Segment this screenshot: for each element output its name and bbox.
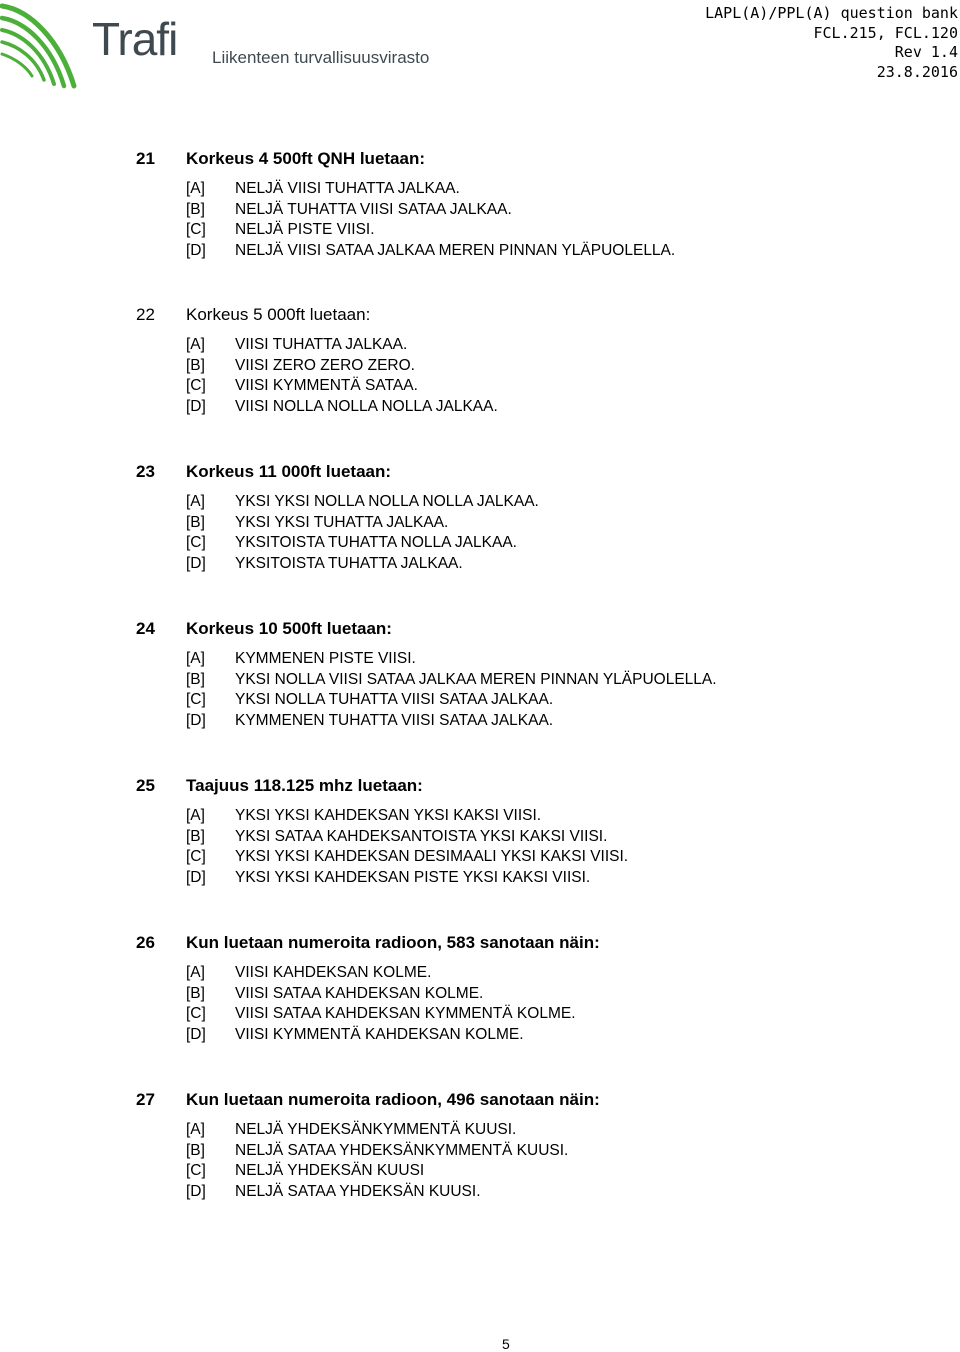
option-text: VIISI KYMMENTÄ KAHDEKSAN KOLME. bbox=[235, 1025, 524, 1043]
option-text: VIISI SATAA KAHDEKSAN KOLME. bbox=[235, 984, 484, 1002]
answer-option bbox=[186, 555, 463, 573]
option-letter: [D] bbox=[186, 868, 206, 886]
option-text: NELJÄ YHDEKSÄNKYMMENTÄ KUUSI. bbox=[235, 1121, 517, 1138]
option-text: YKSI NOLLA VIISI SATAA JALKAA MEREN PINNAN YLÄPUOLELLA. bbox=[235, 670, 717, 688]
option-text: YKSITOISTA TUHATTA NOLLA JALKAA. bbox=[235, 534, 517, 551]
option-text: NELJÄ VIISI SATAA JALKAA MEREN PINNAN YLÄPUOLELLA. bbox=[235, 241, 676, 259]
option-text: YKSI YKSI TUHATTA JALKAA. bbox=[235, 513, 449, 531]
option-letter: [B] bbox=[186, 200, 205, 218]
answer-option bbox=[186, 1026, 524, 1044]
answer-option bbox=[186, 242, 675, 260]
answer-option bbox=[186, 201, 512, 219]
answer-option bbox=[186, 964, 431, 982]
brand-name: Trafi bbox=[92, 13, 178, 65]
answer-option bbox=[186, 985, 483, 1003]
revision: Rev 1.4 bbox=[894, 43, 958, 61]
option-letter: [B] bbox=[186, 827, 205, 845]
answer-option bbox=[186, 534, 517, 552]
option-letter: [A] bbox=[186, 650, 205, 667]
option-letter: [C] bbox=[186, 691, 206, 708]
question-number: 24 bbox=[136, 619, 155, 638]
option-letter: [B] bbox=[186, 1141, 205, 1159]
answer-option bbox=[186, 377, 418, 395]
question-text: Kun luetaan numeroita radioon, 583 sanotaan näin: bbox=[186, 933, 600, 952]
question-title bbox=[136, 933, 600, 953]
answer-option bbox=[186, 848, 628, 866]
question-title bbox=[136, 776, 423, 796]
answer-option bbox=[186, 1183, 481, 1201]
option-letter: [C] bbox=[186, 221, 206, 238]
option-letter: [C] bbox=[186, 534, 206, 551]
trafi-swoosh-icon bbox=[0, 0, 92, 92]
option-letter: [C] bbox=[186, 1162, 206, 1179]
question-text: Korkeus 5 000ft luetaan: bbox=[186, 305, 371, 324]
question-title bbox=[136, 462, 391, 482]
question-number: 23 bbox=[136, 462, 155, 481]
option-text: VIISI ZERO ZERO ZERO. bbox=[235, 356, 415, 374]
option-text: NELJÄ SATAA YHDEKSÄNKYMMENTÄ KUUSI. bbox=[235, 1141, 569, 1159]
answer-option bbox=[186, 514, 448, 532]
question-text: Korkeus 4 500ft QNH luetaan: bbox=[186, 149, 426, 168]
option-text: YKSITOISTA TUHATTA JALKAA. bbox=[235, 554, 463, 572]
question-title bbox=[136, 149, 425, 169]
option-letter: [A] bbox=[186, 493, 205, 510]
answer-option bbox=[186, 691, 553, 709]
answer-option bbox=[186, 357, 415, 375]
answer-option bbox=[186, 221, 375, 239]
question-title bbox=[136, 1090, 600, 1110]
answer-option bbox=[186, 1121, 516, 1139]
option-letter: [A] bbox=[186, 336, 205, 353]
option-letter: [B] bbox=[186, 670, 205, 688]
option-letter: [B] bbox=[186, 984, 205, 1002]
option-letter: [B] bbox=[186, 356, 205, 374]
option-letter: [A] bbox=[186, 1121, 205, 1138]
option-text: YKSI NOLLA TUHATTA VIISI SATAA JALKAA. bbox=[235, 691, 554, 708]
option-letter: [A] bbox=[186, 964, 205, 981]
option-text: VIISI TUHATTA JALKAA. bbox=[235, 336, 408, 353]
answer-option bbox=[186, 398, 498, 416]
regulation-reference: FCL.215, FCL.120 bbox=[813, 23, 958, 42]
option-letter: [C] bbox=[186, 1005, 206, 1022]
question-number: 21 bbox=[136, 149, 155, 168]
page-number: 5 bbox=[502, 1336, 510, 1352]
option-letter: [C] bbox=[186, 377, 206, 394]
answer-option bbox=[186, 1142, 568, 1160]
answer-option bbox=[186, 712, 553, 730]
option-text: VIISI NOLLA NOLLA NOLLA JALKAA. bbox=[235, 397, 498, 415]
answer-option bbox=[186, 650, 416, 668]
question-text: Kun luetaan numeroita radioon, 496 sanotaan näin: bbox=[186, 1090, 600, 1109]
option-letter: [C] bbox=[186, 848, 206, 865]
option-letter: [A] bbox=[186, 807, 205, 824]
option-letter: [D] bbox=[186, 554, 206, 572]
answer-option bbox=[186, 869, 590, 887]
question-number: 22 bbox=[136, 305, 155, 324]
option-text: YKSI SATAA KAHDEKSANTOISTA YKSI KAKSI VIISI. bbox=[235, 827, 608, 845]
answer-option bbox=[186, 1162, 424, 1180]
option-text: VIISI KYMMENTÄ SATAA. bbox=[235, 377, 418, 394]
brand-tagline: Liikenteen turvallisuusvirasto bbox=[212, 48, 430, 67]
option-text: NELJÄ VIISI TUHATTA JALKAA. bbox=[235, 180, 460, 197]
answer-option bbox=[186, 180, 460, 198]
option-letter: [A] bbox=[186, 180, 205, 197]
option-text: VIISI KAHDEKSAN KOLME. bbox=[235, 964, 432, 981]
option-letter: [D] bbox=[186, 1025, 206, 1043]
option-text: KYMMENEN PISTE VIISI. bbox=[235, 650, 416, 667]
option-text: NELJÄ YHDEKSÄN KUUSI bbox=[235, 1162, 425, 1179]
answer-option bbox=[186, 1005, 576, 1023]
answer-option bbox=[186, 336, 407, 354]
question-text: Taajuus 118.125 mhz luetaan: bbox=[186, 776, 423, 795]
question-number: 26 bbox=[136, 933, 155, 952]
option-text: NELJÄ PISTE VIISI. bbox=[235, 221, 375, 238]
question-number: 25 bbox=[136, 776, 155, 795]
answer-option bbox=[186, 671, 717, 689]
option-text: YKSI YKSI KAHDEKSAN YKSI KAKSI VIISI. bbox=[235, 807, 542, 824]
option-text: YKSI YKSI NOLLA NOLLA NOLLA JALKAA. bbox=[235, 493, 539, 510]
document-header-meta bbox=[705, 4, 958, 82]
question-title bbox=[136, 305, 370, 325]
option-letter: [D] bbox=[186, 1182, 206, 1200]
question-number: 27 bbox=[136, 1090, 155, 1109]
option-letter: [D] bbox=[186, 241, 206, 259]
answer-option bbox=[186, 807, 541, 825]
option-letter: [B] bbox=[186, 513, 205, 531]
option-text: YKSI YKSI KAHDEKSAN PISTE YKSI KAKSI VIISI. bbox=[235, 868, 591, 886]
question-title bbox=[136, 619, 392, 639]
option-text: KYMMENEN TUHATTA VIISI SATAA JALKAA. bbox=[235, 711, 554, 729]
trafi-logo bbox=[0, 0, 430, 92]
answer-option bbox=[186, 493, 539, 511]
question-text: Korkeus 10 500ft luetaan: bbox=[186, 619, 392, 638]
question-text: Korkeus 11 000ft luetaan: bbox=[186, 462, 392, 481]
document-date: 23.8.2016 bbox=[876, 62, 958, 81]
option-letter: [D] bbox=[186, 711, 206, 729]
option-text: YKSI YKSI KAHDEKSAN DESIMAALI YKSI KAKSI VIISI. bbox=[235, 848, 629, 865]
option-text: NELJÄ TUHATTA VIISI SATAA JALKAA. bbox=[235, 200, 512, 218]
option-text: NELJÄ SATAA YHDEKSÄN KUUSI. bbox=[235, 1182, 481, 1200]
answer-option bbox=[186, 828, 607, 846]
option-text: VIISI SATAA KAHDEKSAN KYMMENTÄ KOLME. bbox=[235, 1005, 576, 1022]
option-letter: [D] bbox=[186, 397, 206, 415]
question-bank-title: LAPL(A)/PPL(A) question bank bbox=[705, 4, 958, 22]
